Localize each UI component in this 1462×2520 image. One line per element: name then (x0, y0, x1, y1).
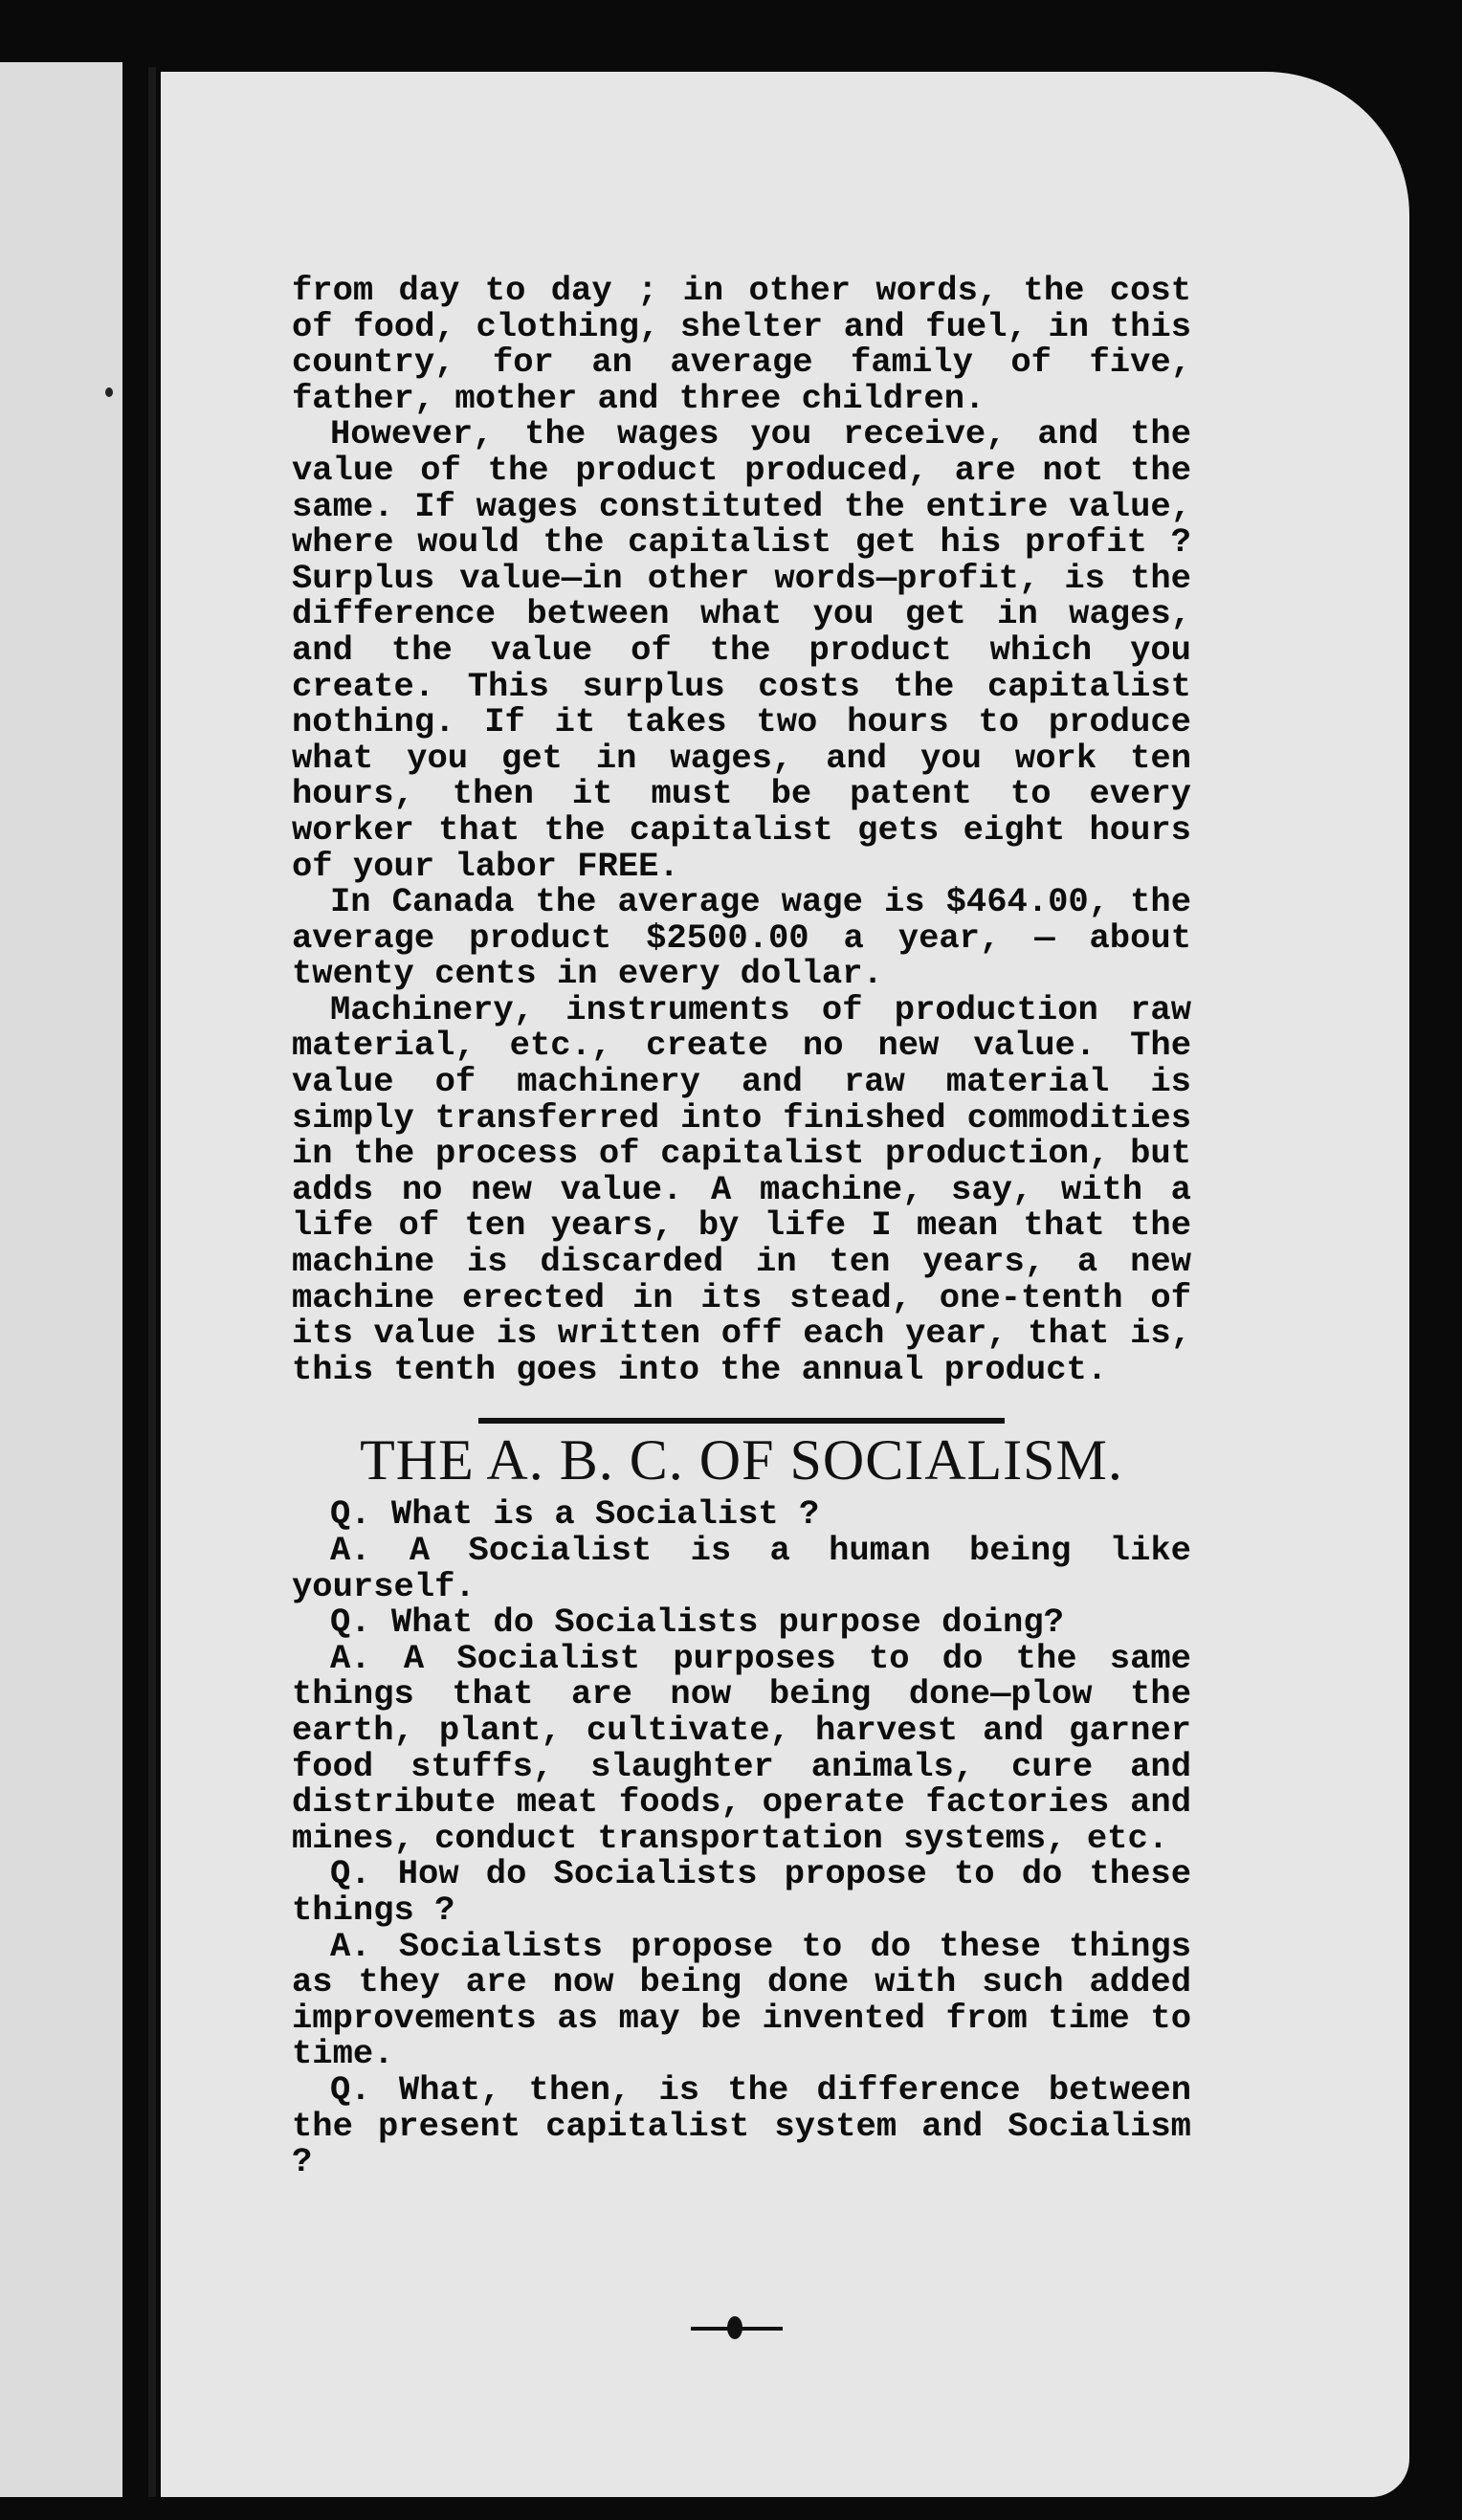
qa-question-1: Q. What is a Socialist ? (330, 1494, 820, 1535)
paragraph-1: from day to day ; in other words, the cost of food, clothing, shelter and fuel, in this country, for an average family of five, father, mother and three children. (292, 271, 1191, 418)
qa-question-4: Q. What, then, is the difference between the present capitalist system and Socialism ? (292, 2069, 1191, 2182)
adjacent-page-edge (0, 62, 122, 2497)
page-gutter (148, 67, 156, 2497)
qa-question-2: Q. What do Socialists purpose doing? (330, 1603, 1064, 1643)
qa-question-3: Q. How do Socialists propose to do these things ? (292, 1854, 1191, 1930)
section-heading: THE A. B. C. OF SOCIALISM. (360, 1428, 1123, 1492)
end-ornament (689, 2313, 785, 2342)
qa-answer-2: A. A Socialist purposes to do the same things that are now being done—plow the earth, plant, cultivate, harvest and garner food stuffs, slaughter animals, cure and distribute meat foods, operate factories and mines, conduct transportation systems, etc. (292, 1638, 1191, 1858)
page-text-column (292, 273, 1191, 2180)
paragraph-4: Machinery, instruments of production raw material, etc., create no new value. The value of machinery and raw material is simply transferred into finished commodities in the process of capitalist production, but adds no new value. A machine, say, with a life of ten years, by life I mean that the machine is discarded in ten years, a new machine erected in its stead, one-tenth of its value is written off each year, that is, this tenth goes into the annual product. (292, 989, 1191, 1389)
section-divider (478, 1418, 1005, 1424)
paragraph-2: However, the wages you receive, and the value of the product produced, are not the same. If wages constituted the entire value, where would the capitalist get his profit ? Surplus value—in other words—profit, is the difference between what you get in wages, and the value of the product which you create. This surplus costs the capitalist nothing. If it takes two hours to produce what you get in wages, and you work ten hours, then it must be patent to every worker that the capitalist gets eight hours of your labor FREE. (292, 414, 1191, 886)
ink-speck (105, 387, 113, 397)
qa-answer-1: A. A Socialist is a human being like yourself. (292, 1531, 1191, 1606)
paragraph-3: In Canada the average wage is $464.00, the average product $2500.00 a year, — about twenty cents in every dollar. (292, 882, 1191, 994)
qa-answer-3: A. Socialists propose to do these things as they are now being done with such added improvements as may be invented from time to time. (292, 1926, 1191, 2074)
